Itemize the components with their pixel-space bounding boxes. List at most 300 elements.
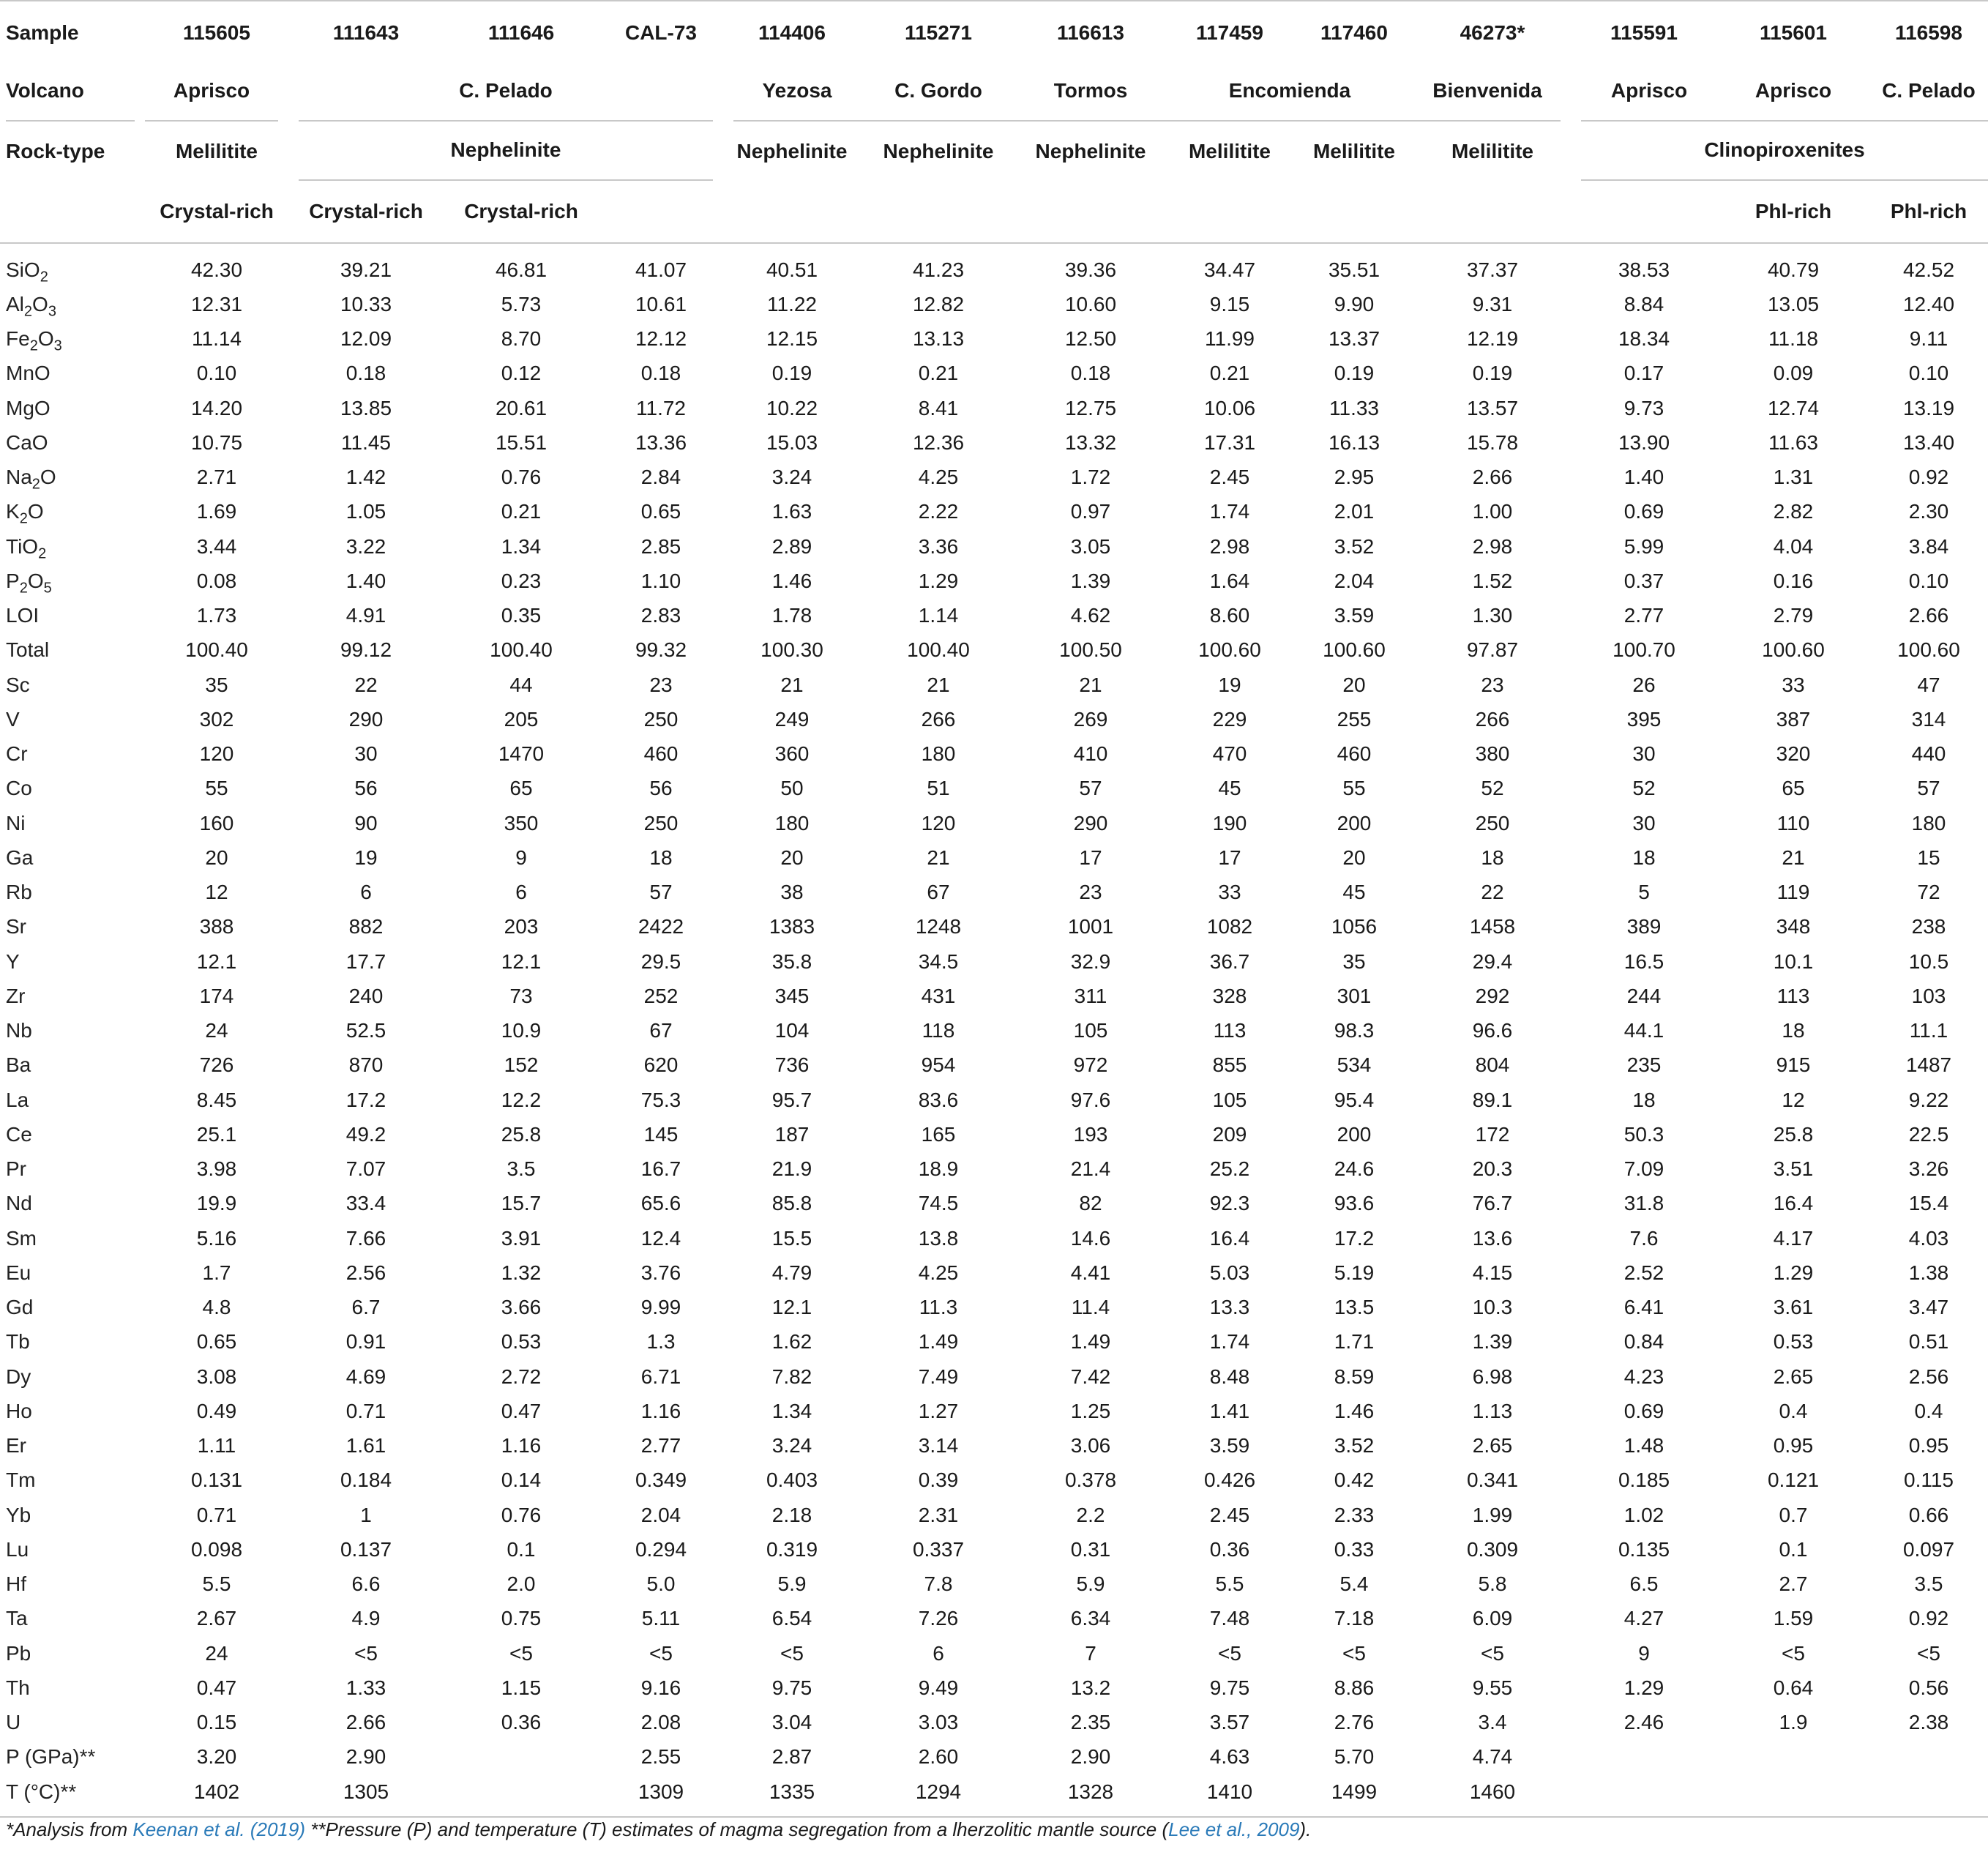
table-cell: 1383 [769,915,815,938]
table-cell: 99.12 [340,638,392,662]
rocktype-name: Clinopiroxenites [1571,122,1988,181]
table-row [0,1498,1988,1532]
table-cell: 9.22 [1908,1088,1949,1111]
row-label: Sc [6,673,30,696]
table-cell: 2.76 [1334,1711,1375,1734]
table-cell: 0.426 [1203,1468,1256,1492]
table-cell: 18.34 [1618,327,1670,351]
table-cell: 103 [1911,984,1946,1007]
table-cell: 52 [1481,777,1504,800]
table-cell: 18 [1481,846,1504,869]
table-cell: 1.14 [918,604,959,627]
volcano-name: Tormos [1016,62,1165,122]
footnote [6,1818,1311,1841]
row-label: Nb [6,1019,32,1042]
row-label: MnO [6,362,51,385]
table-cell: 18 [1632,1088,1656,1111]
table-cell: 0.131 [190,1468,243,1492]
sample-id: 46273* [1460,20,1525,44]
table-cell: 26 [1632,673,1656,696]
volcano-label: Volcano [0,62,145,122]
table-cell: 13.3 [1209,1296,1250,1319]
table-cell: 0.97 [1070,500,1111,523]
table-cell: 0.19 [1334,362,1375,385]
table-cell: 1.42 [345,466,386,489]
table-cell: 11.22 [767,292,817,316]
table-cell: 726 [199,1053,234,1077]
table-cell: 67 [927,881,950,904]
table-cell: 302 [199,707,234,731]
table-cell: 6.34 [1070,1607,1111,1630]
table-cell: 3.61 [1773,1296,1814,1319]
table-row [0,702,1988,736]
sample-id: 116613 [1057,20,1124,44]
table-cell: 203 [504,915,539,938]
table-cell: 3.51 [1773,1157,1814,1181]
table-row [0,391,1988,425]
table-cell: 249 [774,707,810,731]
table-cell: 20 [205,846,228,869]
row-label: Sm [6,1226,37,1250]
table-cell: 4.74 [1472,1745,1513,1769]
table-cell: 0.95 [1908,1434,1949,1458]
table-cell: 2.0 [507,1572,536,1596]
table-cell: 0.121 [1767,1468,1820,1492]
table-cell: 7.26 [918,1607,959,1630]
table-cell: 1458 [1469,915,1516,938]
table-cell: 2.72 [501,1365,542,1388]
table-cell: 0.097 [1902,1537,1955,1561]
table-cell: 165 [921,1122,956,1146]
table-cell: 1487 [1905,1053,1952,1077]
table-cell: 13.90 [1618,430,1670,454]
table-cell: 9 [1638,1641,1650,1665]
table-cell: 10.33 [340,292,392,316]
table-row [0,1187,1988,1221]
table-cell: 2.31 [918,1503,959,1526]
table-cell: 41.07 [599,243,723,287]
table-cell: 193 [1073,1122,1108,1146]
table-cell: 1.10 [640,569,681,592]
table-cell: 2.46 [1623,1711,1664,1734]
table-cell: 3.20 [196,1745,237,1769]
table-cell: 3.5 [507,1157,536,1181]
table-cell: 0.49 [196,1399,237,1422]
table-row [0,1117,1988,1152]
table-row [0,322,1988,357]
table-cell: 21.9 [771,1157,812,1181]
table-cell: 13.85 [340,396,392,419]
table-cell: 100.60 [1198,638,1261,662]
table-cell: 35.51 [1294,243,1414,287]
table-cell: 4.17 [1773,1226,1814,1250]
table-cell: 0.92 [1908,466,1949,489]
table-cell: 36.7 [1209,949,1250,973]
table-cell: 22.5 [1908,1122,1949,1146]
table-cell: 82 [1079,1192,1102,1215]
table-cell: 250 [643,707,679,731]
table-cell: 2.08 [640,1711,681,1734]
table-cell: <5 [1218,1641,1241,1665]
table-cell: 52.5 [345,1019,386,1042]
table-cell: 41.23 [861,243,1016,287]
table-cell: 345 [774,984,810,1007]
table-cell: 4.8 [202,1296,231,1319]
sample-id: 111643 [332,20,400,44]
table-cell: 5.19 [1334,1261,1375,1284]
table-cell: 0.7 [1779,1503,1808,1526]
table-cell: 269 [1073,707,1108,731]
table-cell: 12.09 [340,327,392,351]
table-cell: 410 [1073,742,1108,766]
table-cell: 25.8 [501,1122,542,1146]
table-cell: 0.91 [345,1330,386,1354]
table-cell: 1.16 [501,1434,542,1458]
table-cell: 290 [348,707,384,731]
table-cell: 1.30 [1472,604,1513,627]
table-cell: 3.24 [771,466,812,489]
table-cell: 1001 [1067,915,1114,938]
sample-id: 115601 [1760,20,1827,44]
table-cell: 95.7 [771,1088,812,1111]
table-cell: 0.4 [1914,1399,1943,1422]
table-cell: 65 [509,777,533,800]
table-row [0,460,1988,495]
table-cell: <5 [354,1641,378,1665]
table-cell: 620 [643,1053,679,1077]
table-cell: 3.52 [1334,1434,1375,1458]
table-cell: 72 [1917,881,1940,904]
table-cell: 10.06 [1203,396,1256,419]
table-cell: 11.4 [1071,1296,1110,1319]
table-cell: 1.64 [1209,569,1250,592]
table-cell: 93.6 [1334,1192,1375,1215]
reference-link[interactable]: Lee et al., 2009 [1168,1818,1300,1840]
table-cell: 2.52 [1623,1261,1664,1284]
table-cell: 6.6 [351,1572,381,1596]
table-cell: 19 [354,846,378,869]
row-label: V [6,707,20,731]
row-label: Ni [6,811,26,835]
table-cell: 12.15 [766,327,818,351]
table-cell: 7 [1085,1641,1096,1665]
row-label: Zr [6,984,26,1007]
table-cell: 11.18 [1768,327,1818,351]
table-cell: 12.75 [1064,396,1117,419]
table-cell: 1082 [1206,915,1253,938]
table-cell: 8.45 [196,1088,237,1111]
table-cell: 8.41 [918,396,959,419]
row-label: Nd [6,1192,32,1215]
row-label: Er [6,1434,26,1458]
table-cell: 200 [1337,811,1372,835]
table-cell: <5 [509,1641,533,1665]
table-cell: 17 [1079,846,1102,869]
table-cell: 100.60 [1323,638,1386,662]
table-cell: 12 [1782,1088,1805,1111]
table-cell: 21 [927,846,950,869]
table-cell: 7.07 [345,1157,386,1181]
table-cell: 0.37 [1623,569,1664,592]
table-cell: 1499 [1294,1774,1414,1817]
table-cell: 0.69 [1623,500,1664,523]
table-cell: 190 [1212,811,1247,835]
table-row [0,840,1988,875]
table-cell: 45 [1218,777,1241,800]
table-cell: 0.36 [1209,1537,1250,1561]
table-cell: 20 [780,846,804,869]
table-cell: 74.5 [918,1192,959,1215]
table-cell: 0.378 [1064,1468,1117,1492]
table-cell: 3.76 [640,1261,681,1284]
table-cell [444,1774,599,1817]
table-cell: 2.65 [1472,1434,1513,1458]
table-cell: 388 [199,915,234,938]
table-cell: 1.59 [1773,1607,1814,1630]
table-cell: 7.18 [1334,1607,1375,1630]
row-label: TiO$_2$ [6,534,47,562]
table-cell: 0.53 [501,1330,542,1354]
row-label: Ce [6,1122,32,1146]
table-cell: 0.1 [507,1537,536,1561]
row-label: $Al_2O_3$ [6,292,56,320]
table-cell: 2.89 [771,534,812,558]
table-cell: 104 [774,1019,810,1042]
table-cell: <5 [649,1641,673,1665]
table-cell: 252 [643,984,679,1007]
table-cell: 12.82 [912,292,965,316]
table-cell: 12.2 [501,1088,542,1111]
table-cell: 0.47 [196,1676,237,1699]
table-cell: 97.6 [1070,1088,1111,1111]
volcano-name: Encomienda [1165,62,1414,122]
row-label: Tm [6,1468,36,1492]
table-cell: 2.77 [640,1434,681,1458]
table-cell: 389 [1626,915,1662,938]
table-cell: 9.16 [640,1676,681,1699]
table-cell: 120 [921,811,956,835]
table-cell: 1.29 [1773,1261,1814,1284]
table-cell: 2.66 [345,1711,386,1734]
table-cell: 13.6 [1472,1226,1513,1250]
table-cell: 266 [1475,707,1510,731]
table-cell: 15 [1917,846,1940,869]
table-cell [444,1740,599,1774]
table-cell: 0.115 [1904,1468,1954,1492]
table-cell: 1460 [1414,1774,1571,1817]
table-cell: 1402 [145,1774,288,1817]
table-cell: 9.31 [1472,292,1513,316]
table-cell: 1470 [498,742,545,766]
table-cell: 180 [921,742,956,766]
table-cell: 0.4 [1779,1399,1808,1422]
table-cell: 2.04 [640,1503,681,1526]
rocktype-name: Nephelinite [288,122,723,181]
table-cell: 21 [780,673,804,696]
table-cell: 8.48 [1209,1365,1250,1388]
row-label: Co [6,777,32,800]
table-cell: 100.60 [1897,638,1960,662]
sample-id: 115591 [1610,20,1678,44]
table-cell: 100.30 [761,638,823,662]
table-cell: 73 [509,984,533,1007]
row-label: Pr [6,1157,26,1181]
table-cell: 20.3 [1472,1157,1513,1181]
table-cell: 13.5 [1334,1296,1375,1319]
table-cell: 9.73 [1623,396,1664,419]
table-cell: 1.16 [640,1399,681,1422]
table-row [0,1359,1988,1394]
table-cell: 172 [1475,1122,1510,1146]
table-cell [1869,1774,1988,1817]
table-cell: 0.95 [1773,1434,1814,1458]
table-cell: 350 [504,811,539,835]
table-cell: 1.7 [202,1261,231,1284]
volcano-name: C. Pelado [288,62,723,122]
row-label: La [6,1088,29,1111]
table-cell: 0.08 [196,569,237,592]
table-cell: 348 [1776,915,1811,938]
rocktype-name: Melilitite [1312,139,1395,163]
table-cell: 0.17 [1623,362,1664,385]
table-cell: 17.2 [1334,1226,1375,1250]
table-cell: 6.54 [771,1607,812,1630]
table-cell: 99.32 [635,638,687,662]
table-cell: 4.27 [1623,1607,1664,1630]
table-cell: 3.57 [1209,1711,1250,1734]
table-cell: 238 [1911,915,1946,938]
table-cell: 380 [1475,742,1510,766]
table-cell: 0.309 [1466,1537,1519,1561]
table-cell: 0.84 [1623,1330,1664,1354]
table-row [0,425,1988,460]
table-cell: 57 [1917,777,1940,800]
table-cell: 4.91 [345,604,386,627]
table-row [0,876,1988,910]
table-cell: 187 [774,1122,810,1146]
table-cell: 44.1 [1623,1019,1664,1042]
table-row [0,529,1988,564]
row-label: T (°C)** [0,1774,145,1817]
table-cell: 6 [360,881,372,904]
table-cell: 387 [1776,707,1811,731]
table-cell: 2.87 [771,1745,812,1769]
table-cell: 34.5 [918,949,959,973]
table-cell: 1.29 [1623,1676,1664,1699]
table-cell: 4.63 [1209,1745,1250,1769]
table-cell: 5.8 [1478,1572,1507,1596]
table-cell: 5.73 [501,292,542,316]
table-cell: 29.5 [640,949,681,973]
table-cell: 3.98 [196,1157,237,1181]
table-cell: 22 [1481,881,1504,904]
rocktype-row [0,122,1988,181]
table-cell: 0.92 [1908,1607,1949,1630]
table-cell: 235 [1626,1053,1662,1077]
table-cell: 1.34 [501,534,542,558]
table-cell: 6 [515,881,527,904]
table-cell: 3.14 [918,1434,959,1458]
table-cell: 2.18 [771,1503,812,1526]
table-cell: 105 [1073,1019,1108,1042]
row-label: Lu [6,1537,29,1561]
table-cell: 290 [1073,811,1108,835]
table-cell: 1.48 [1623,1434,1664,1458]
footnote-text: ). [1299,1818,1312,1840]
table-row [0,737,1988,772]
table-cell: 2.04 [1334,569,1375,592]
table-cell: 92.3 [1209,1192,1250,1215]
reference-link[interactable]: Keenan et al. (2019) [132,1818,306,1840]
table-cell: 24.6 [1334,1157,1375,1181]
table-cell: 0.71 [345,1399,386,1422]
table-cell: 8.84 [1623,292,1664,316]
table-cell: 3.4 [1478,1711,1507,1734]
table-cell: 0.12 [501,362,542,385]
table-cell: 17 [1218,846,1241,869]
table-cell: 21 [927,673,950,696]
rocktype-name: Melilitite [1451,139,1533,163]
table-row [0,243,1988,287]
table-cell: 1.61 [345,1434,386,1458]
table-cell: 0.18 [1070,362,1111,385]
table-cell: 65 [1782,777,1805,800]
table-cell: 205 [504,707,539,731]
table-cell: 0.31 [1070,1537,1111,1561]
table-row [0,1567,1988,1602]
table-cell: 12.12 [635,327,687,351]
row-label: Cr [6,742,28,766]
subtype-label: Phl-rich [1890,200,1968,223]
rocktype-name: Melilitite [175,139,258,163]
table-cell: 65.6 [640,1192,681,1215]
table-cell: 98.3 [1334,1019,1375,1042]
table-cell: 89.1 [1472,1088,1513,1111]
table-cell: <5 [1342,1641,1366,1665]
table-cell: 7.6 [1629,1226,1659,1250]
table-cell: 954 [921,1053,956,1077]
table-cell: 0.349 [635,1468,687,1492]
row-label: U [6,1711,21,1734]
table-cell: 50 [780,777,804,800]
table-cell: 1.29 [918,569,959,592]
subtype-label: Crystal-rich [160,200,274,223]
table-cell: 3.91 [501,1226,542,1250]
table-cell: 440 [1911,742,1946,766]
table-cell: 4.25 [918,1261,959,1284]
table-cell: 7.48 [1209,1607,1250,1630]
table-cell: 75.3 [640,1088,681,1111]
table-cell: 0.76 [501,1503,542,1526]
table-cell: 13.19 [1902,396,1955,419]
table-cell: 3.52 [1334,534,1375,558]
table-cell: 12.19 [1466,327,1519,351]
sample-id: 115271 [905,20,972,44]
table-cell: 3.22 [345,534,386,558]
table-cell: 49.2 [345,1122,386,1146]
table-cell: 1.49 [1070,1330,1111,1354]
table-cell: 1.73 [196,604,237,627]
table-cell: 2.33 [1334,1503,1375,1526]
table-cell: 9.90 [1334,292,1375,316]
table-cell: <5 [1917,1641,1940,1665]
table-cell: 14.6 [1070,1226,1111,1250]
table-cell: 431 [921,984,956,1007]
table-cell: 85.8 [771,1192,812,1215]
table-cell: 1.34 [771,1399,812,1422]
table-row [0,357,1988,391]
table-cell: 0.47 [501,1399,542,1422]
